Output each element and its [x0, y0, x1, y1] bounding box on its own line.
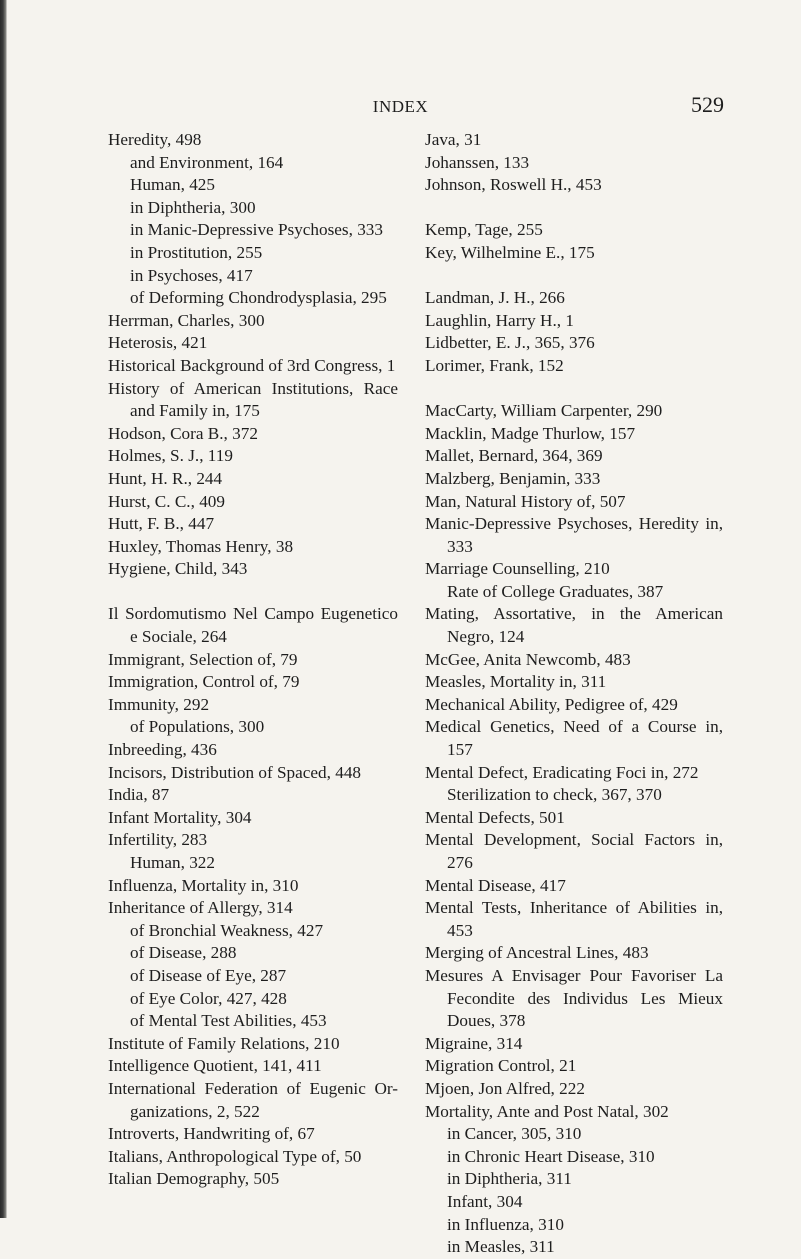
index-entry: Malzberg, Benjamin, 333 [425, 468, 601, 488]
index-entry: Migration Control, 21 [425, 1056, 577, 1076]
index-entry: Mesures A Envisager Pour Favoriser La Fecondite des Individus Les Mieux Doues, 378 [425, 965, 723, 1031]
index-entry: Mental Defect, Eradicating Foci in, 272 [425, 762, 699, 782]
index-subentry: in Cancer, 305, 310 [447, 1124, 582, 1144]
index-entry: Immunity, 292 [108, 694, 210, 714]
entry-group-spacer [425, 378, 723, 401]
index-entry: Macklin, Madge Thurlow, 157 [425, 423, 636, 443]
index-entry: Hodson, Cora B., 372 [108, 423, 258, 443]
index-entry: Migraine, 314 [425, 1033, 523, 1053]
index-subentry: Sterilization to check, 367, 370 [447, 785, 662, 805]
index-column-left [108, 129, 398, 1191]
index-subentry: in Diphtheria, 300 [130, 197, 256, 217]
index-entry: Mortality, Ante and Post Natal, 302 [425, 1101, 669, 1121]
index-entry: Marriage Counselling, 210 [425, 559, 610, 579]
entry-group-spacer [425, 197, 723, 220]
index-entry: Hygiene, Child, 343 [108, 559, 248, 579]
index-entry: Huxley, Thomas Henry, 38 [108, 536, 294, 556]
index-entry: Il Sordomutismo Nel Campo Eugenetico e Sociale, 264 [108, 604, 398, 647]
index-entry: Mallet, Bernard, 364, 369 [425, 446, 603, 466]
index-entry: Heterosis, 421 [108, 333, 208, 353]
index-entry: Mjoen, Jon Alfred, 222 [425, 1078, 585, 1098]
index-entry: India, 87 [108, 785, 170, 805]
index-entry: Hunt, H. R., 244 [108, 468, 223, 488]
index-entry: MacCarty, William Carpenter, 290 [425, 401, 663, 421]
index-entry: Immigration, Control of, 79 [108, 672, 300, 692]
index-entry: Key, Wilhelmine E., 175 [425, 242, 595, 262]
index-entry: Inheritance of Allergy, 314 [108, 898, 293, 918]
index-entry: Holmes, S. J., 119 [108, 446, 233, 466]
index-entry: Johanssen, 133 [425, 152, 530, 172]
index-entry: Introverts, Handwriting of, 67 [108, 1124, 315, 1144]
index-entry: Man, Natural History of, 507 [425, 491, 626, 511]
index-entry: Landman, J. H., 266 [425, 288, 565, 308]
index-subentry: in Manic-Depressive Psychoses, 333 [130, 220, 383, 240]
index-entry: Institute of Family Relations, 210 [108, 1033, 340, 1053]
index-entry: Mechanical Ability, Pedigree of, 429 [425, 694, 678, 714]
index-entry: Mental Development, Social Factors in, 276 [425, 830, 723, 872]
index-subentry: in Diphtheria, 311 [447, 1169, 572, 1189]
index-subentry: of Bronchial Weakness, 427 [130, 920, 324, 940]
index-entry: Kemp, Tage, 255 [425, 220, 543, 240]
index-entry: Infertility, 283 [108, 830, 208, 850]
index-entry: Laughlin, Harry H., 1 [425, 310, 574, 330]
index-entry: Lorimer, Frank, 152 [425, 355, 564, 375]
index-entry: Merging of Ancestral Lines, 483 [425, 943, 649, 963]
index-entry: Italian Demography, 505 [108, 1169, 280, 1189]
index-subentry: in Prostitution, 255 [130, 242, 263, 262]
index-entry: Mating, Assortative, in the American Negro, 124 [425, 604, 723, 647]
index-subentry: Human, 425 [130, 175, 215, 195]
index-subentry: in Psychoses, 417 [130, 265, 253, 285]
index-entry: Heredity, 498 [108, 130, 202, 149]
index-entry: Mental Tests, Inheritance of Abilities in, 453 [425, 898, 723, 940]
index-entry: International Federation of Eugenic Or-ganizations, 2, 522 [108, 1078, 398, 1121]
entry-group-spacer [108, 581, 398, 604]
index-subentry: Infant, 304 [447, 1191, 523, 1211]
page-number: 529 [691, 92, 724, 117]
index-entry: Influenza, Mortality in, 310 [108, 875, 299, 895]
index-subentry: in Chronic Heart Disease, 310 [447, 1146, 655, 1166]
index-entry: Infant Mortality, 304 [108, 807, 252, 827]
index-entry: Mental Defects, 501 [425, 807, 565, 827]
index-entry: Incisors, Distribution of Spaced, 448 [108, 762, 362, 782]
index-entry: McGee, Anita Newcomb, 483 [425, 649, 631, 669]
index-subentry: Rate of College Graduates, 387 [447, 581, 664, 601]
index-entry: Johnson, Roswell H., 453 [425, 175, 602, 195]
index-entry: Medical Genetics, Need of a Course in, 157 [425, 717, 723, 760]
index-subentry: of Deforming Chondrodysplasia, 295 [130, 288, 387, 308]
index-entry: Hurst, C. C., 409 [108, 491, 225, 511]
index-subentry: of Mental Test Abilities, 453 [130, 1011, 327, 1031]
index-entry: Italians, Anthropological Type of, 50 [108, 1146, 362, 1166]
entry-group-spacer [425, 265, 723, 288]
index-subentry: of Populations, 300 [130, 717, 265, 737]
index-entry: Intelligence Quotient, 141, 411 [108, 1056, 322, 1076]
page-spine-edge [0, 0, 7, 1218]
index-subentry: of Disease, 288 [130, 943, 237, 963]
index-entry: Measles, Mortality in, 311 [425, 672, 607, 692]
index-entry: Lidbetter, E. J., 365, 376 [425, 333, 595, 353]
index-entry: Hutt, F. B., 447 [108, 514, 215, 534]
index-entry: Inbreeding, 436 [108, 740, 217, 760]
index-entry: Herrman, Charles, 300 [108, 310, 265, 330]
index-entry: Mental Disease, 417 [425, 875, 566, 895]
index-entry: Java, 31 [425, 130, 482, 149]
index-entry: Immigrant, Selection of, 79 [108, 649, 298, 669]
index-subentry: Human, 322 [130, 853, 215, 872]
index-entry: Manic-Depressive Psychoses, Heredity in, 333 [425, 514, 723, 556]
index-column-right [425, 129, 723, 1259]
index-subentry: in Influenza, 310 [447, 1214, 564, 1234]
index-subentry: of Disease of Eye, 287 [130, 965, 287, 985]
index-entry: Historical Background of 3rd Congress, 1 [108, 355, 396, 375]
index-subentry: and Environment, 164 [130, 152, 284, 172]
index-subentry: of Eye Color, 427, 428 [130, 988, 287, 1008]
index-entry: History of American Institutions, Race and Family in, 175 [108, 378, 398, 421]
index-subentry: in Measles, 311 [447, 1237, 555, 1257]
running-header-title: INDEX [372, 97, 429, 116]
